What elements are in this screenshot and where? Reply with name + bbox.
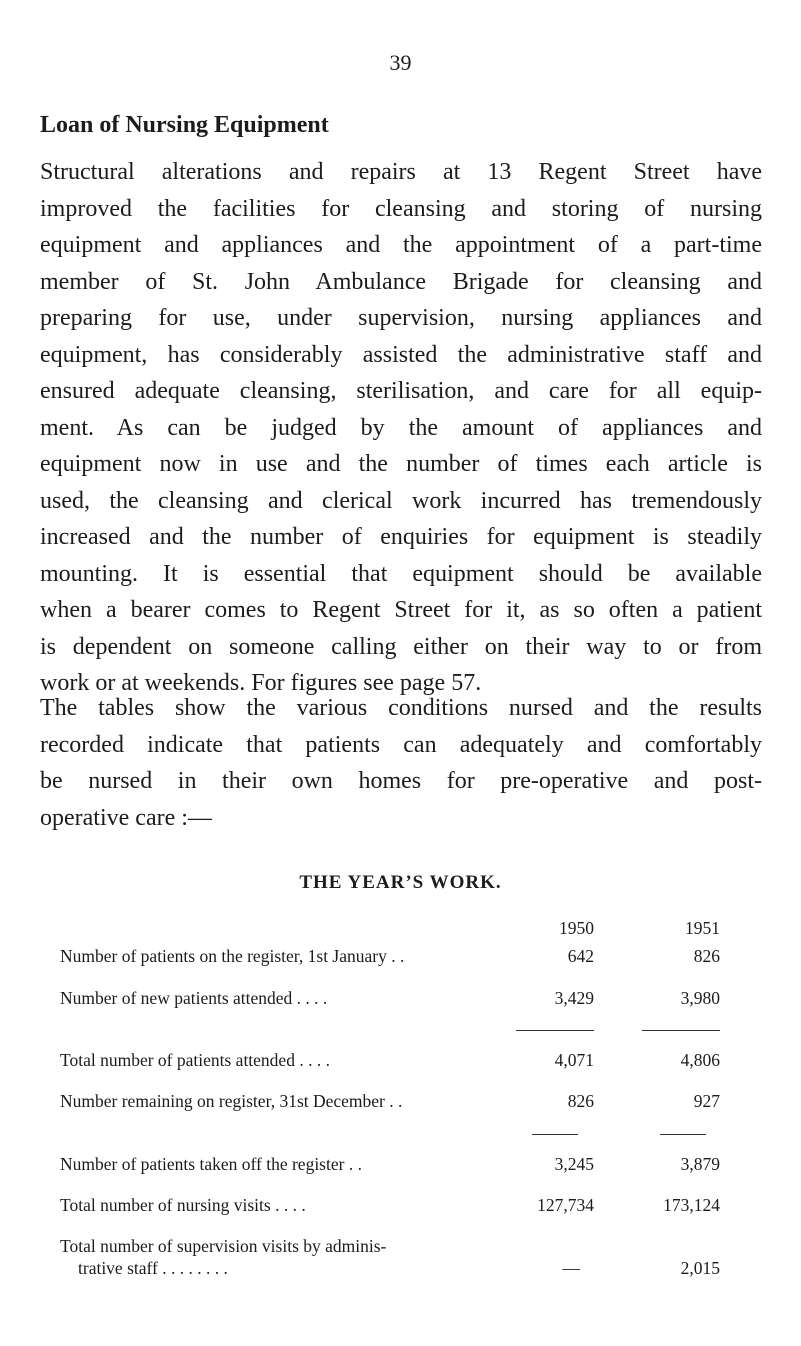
paragraph-line: operative care :— (40, 804, 212, 831)
value-1951: 3,980 (680, 988, 720, 1008)
paragraph-line: when a bearer comes to Regent Street for it, as so often a patient (40, 597, 762, 623)
paragraph-equipment (40, 154, 762, 702)
table-row (60, 1050, 720, 1074)
table-header-row (60, 918, 720, 942)
table-row (60, 988, 720, 1012)
value-1950: 3,429 (554, 988, 594, 1008)
row-label: Total number of patients attended . . . . (60, 1050, 330, 1070)
row-label: Total number of supervision visits by adminis- (60, 1236, 387, 1256)
paragraph-line: used, the cleansing and clerical work incurred has tremendously (40, 487, 762, 514)
value-1951: 3,879 (680, 1154, 720, 1174)
table-row (60, 1091, 720, 1115)
paragraph-line: work or at weekends. For figures see page 57. (40, 670, 482, 696)
row-label: Number remaining on register, 31st December . . (60, 1091, 403, 1111)
section-heading: Loan of Nursing Equipment (40, 112, 329, 138)
paragraph-line: recorded indicate that patients can adequately and comfortably (40, 731, 762, 758)
paragraph-line: ensured adequate cleansing, sterilisation, and care for all equip- (40, 378, 762, 404)
page-number: 39 (389, 50, 412, 75)
table-title: THE YEAR’S WORK. (299, 872, 502, 893)
row-label: Total number of nursing visits . . . . (60, 1195, 306, 1215)
paragraph-line: member of St. John Ambulance Brigade for cleansing and (40, 268, 762, 295)
sum-rule (642, 1030, 720, 1031)
row-label: Number of new patients attended . . . . (60, 988, 328, 1008)
paragraph-line: improved the facilities for cleansing and storing of nursing (40, 195, 762, 222)
paragraph-line: mounting. It is essential that equipment should be available (40, 560, 762, 587)
value-1950: 3,245 (554, 1154, 594, 1174)
column-header-1951: 1951 (685, 918, 720, 938)
paragraph-line: equipment now in use and the number of times each article is (40, 451, 762, 477)
table-row (60, 946, 720, 970)
value-1950: — (562, 1258, 580, 1278)
difference-rule (532, 1134, 578, 1135)
years-work-table (60, 918, 720, 1338)
value-1950: 4,071 (554, 1050, 594, 1070)
paragraph-line: Structural alterations and repairs at 13 Regent Street have (40, 159, 762, 185)
difference-rule (660, 1134, 706, 1135)
value-1951: 2,015 (680, 1258, 720, 1278)
value-1950: 127,734 (537, 1195, 594, 1215)
column-header-1950: 1950 (559, 918, 594, 938)
value-1951: 173,124 (663, 1195, 720, 1215)
value-1951: 4,806 (680, 1050, 720, 1070)
row-label: Number of patients taken off the register . . (60, 1154, 362, 1174)
paragraph-line: ment. As can be judged by the amount of appliances and (40, 414, 762, 441)
sum-rule (516, 1030, 594, 1031)
paragraph-line: increased and the number of enquiries for equipment is steadily (40, 524, 762, 550)
paragraph-tables-intro (40, 690, 762, 836)
value-1951: 826 (693, 946, 720, 966)
table-row (60, 1195, 720, 1219)
value-1950: 826 (567, 1091, 594, 1111)
table-row-label-continued (60, 1236, 720, 1260)
paragraph-line: equipment and appliances and the appointment of a part-time (40, 232, 762, 258)
paragraph-line: is dependent on someone calling either on their way to or from (40, 633, 762, 660)
paragraph-line: preparing for use, under supervision, nursing appliances and (40, 305, 762, 331)
paragraph-line: The tables show the various conditions nursed and the results (40, 695, 762, 721)
paragraph-line: be nursed in their own homes for pre-operative and post- (40, 768, 762, 794)
value-1951: 927 (693, 1091, 720, 1111)
table-row (60, 1154, 720, 1178)
row-label: Number of patients on the register, 1st January . . (60, 946, 405, 966)
row-label: trative staff . . . . . . . . (78, 1258, 228, 1278)
paragraph-line: equipment, has considerably assisted the administrative staff and (40, 341, 762, 368)
table-row (60, 1258, 720, 1282)
value-1950: 642 (567, 946, 594, 966)
